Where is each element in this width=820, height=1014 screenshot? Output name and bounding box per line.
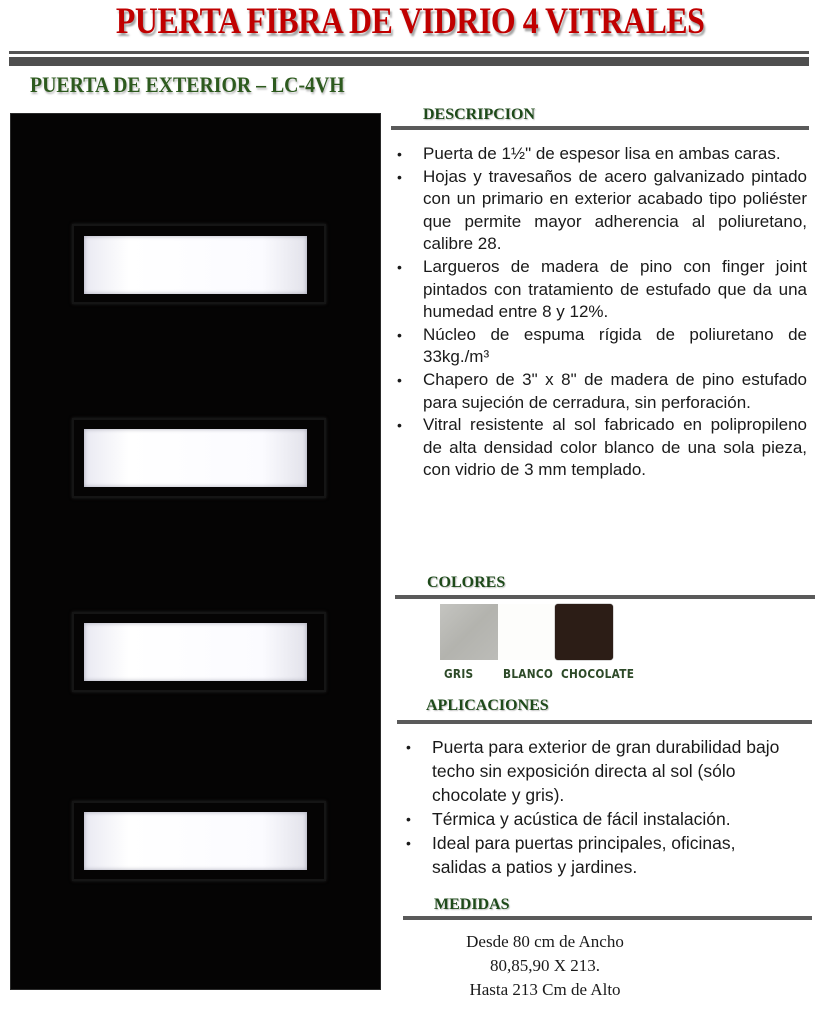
measures-heading: MEDIDAS (434, 896, 510, 913)
door-glass-pane-4 (84, 812, 307, 870)
description-item: • Largueros de madera de pino con finger joint pintados con tratamiento de estufado que da una humedad entre 8 y 12%. (397, 256, 807, 322)
bullet-icon: • (406, 835, 411, 851)
page-title-text: PUERTA FIBRA DE VIDRIO 4 VITRALES (115, 1, 705, 42)
door-image (10, 113, 381, 990)
description-item: • Puerta de 1½" de espesor lisa en ambas caras. (423, 143, 807, 166)
bullet-icon: • (406, 811, 411, 827)
description-divider (391, 126, 809, 130)
applications-list (406, 735, 792, 879)
application-item: • Térmica y acústica de fácil instalación. (406, 809, 731, 829)
measures-line: Desde 80 cm de Ancho (466, 932, 624, 951)
color-swatch-blanco[interactable] (498, 604, 556, 660)
description-item: • Hojas y travesaños de acero galvanizado pintado con un primario en exterior acabado tipo poliéster que permite mayor adherencia al poliuretano, calibre 28. (397, 166, 807, 254)
color-label-chocolate: CHOCOLATE (561, 667, 635, 681)
bullet-icon: • (397, 258, 402, 275)
product-subtitle (30, 72, 380, 98)
door-glass-pane-1 (84, 236, 307, 294)
colors-divider (395, 595, 815, 599)
application-item: • Ideal para puertas principales, oficinas, salidas a patios y jardines. (406, 833, 736, 877)
page-title (0, 2, 820, 42)
header-divider-thick (9, 57, 809, 66)
color-swatch-gris[interactable] (440, 604, 498, 660)
color-swatch-chocolate[interactable] (555, 604, 613, 660)
header-divider-thin (9, 51, 809, 54)
bullet-icon: • (397, 326, 402, 343)
bullet-icon: • (397, 371, 402, 388)
bullet-icon: • (397, 146, 402, 162)
description-item: • Núcleo de espuma rígida de poliuretano de 33kg./m³ (397, 324, 807, 367)
description-item: • Chapero de 3" x 8" de madera de pino estufado para sujeción de cerradura, sin perforación. (397, 369, 807, 412)
bullet-icon: • (397, 168, 402, 185)
measures-line: 80,85,90 X 213. (489, 956, 601, 975)
product-subtitle-text: PUERTA DE EXTERIOR – LC-4VH (30, 72, 345, 97)
applications-divider (397, 720, 812, 724)
description-heading: DESCRIPCION (423, 106, 536, 123)
measures-line: Hasta 213 Cm de Alto (469, 980, 621, 999)
description-item: • Vitral resistente al sol fabricado en polipropileno de alta densidad color blanco de una sola pieza, con vidrio de 3 mm templado. (397, 415, 807, 480)
bullet-icon: • (397, 417, 402, 434)
description-list (397, 143, 807, 482)
color-label-blanco: BLANCO (503, 667, 554, 681)
application-item: • Puerta para exterior de gran durabilidad bajo techo sin exposición directa al sol (sólo chocolate y gris). (406, 737, 780, 805)
bullet-icon: • (406, 739, 411, 755)
colors-heading: COLORES (427, 574, 506, 591)
measures-divider (403, 916, 812, 920)
door-glass-pane-2 (84, 429, 307, 487)
applications-heading: APLICACIONES (426, 697, 549, 714)
measures-text (420, 930, 670, 1002)
color-label-gris: GRIS (444, 667, 474, 681)
door-glass-pane-3 (84, 623, 307, 681)
